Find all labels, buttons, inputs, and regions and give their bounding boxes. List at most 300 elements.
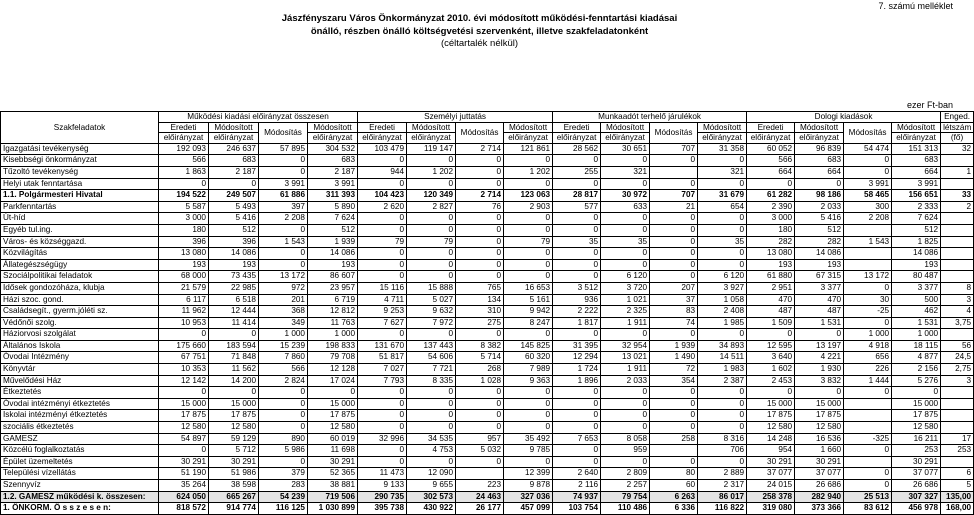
table-cell: 15 000 xyxy=(795,398,844,410)
table-cell: 683 xyxy=(308,155,358,167)
table-cell xyxy=(941,398,974,410)
table-cell: 110 486 xyxy=(601,503,650,515)
table-row xyxy=(1,375,974,387)
row-label: szociális étkeztetés xyxy=(1,422,159,434)
table-cell: 61 880 xyxy=(747,271,795,283)
subheader-modositas: Módosítás xyxy=(844,122,892,143)
table-cell: 67 315 xyxy=(795,271,844,283)
table-cell: 0 xyxy=(504,155,553,167)
table-cell: 0 xyxy=(259,166,308,178)
table-cell: 0 xyxy=(553,422,601,434)
row-label: Védőnői szolg. xyxy=(1,317,159,329)
table-cell: 566 xyxy=(259,364,308,376)
row-label: Általános Iskola xyxy=(1,340,159,352)
table-cell: 0 xyxy=(553,248,601,260)
table-cell: 253 xyxy=(941,445,974,457)
table-cell: 0 xyxy=(159,178,209,190)
table-cell: 21 579 xyxy=(159,282,209,294)
table-cell: 0 xyxy=(601,329,650,341)
table-cell: 121 861 xyxy=(504,143,553,155)
table-cell: 253 xyxy=(892,445,941,457)
table-cell: 707 xyxy=(650,143,698,155)
table-cell: 0 xyxy=(844,445,892,457)
table-cell: 706 xyxy=(698,445,747,457)
table-cell: 5 032 xyxy=(456,445,504,457)
table-cell: 26 686 xyxy=(795,480,844,492)
table-cell: 1 939 xyxy=(650,340,698,352)
table-cell: 0 xyxy=(209,178,259,190)
table-cell: 83 612 xyxy=(844,503,892,515)
row-label: Iskolai intézményi étkeztetés xyxy=(1,410,159,422)
table-cell: 24 015 xyxy=(747,480,795,492)
table-cell: 1 028 xyxy=(456,375,504,387)
table-cell: 0 xyxy=(698,248,747,260)
table-cell: 59 129 xyxy=(209,433,259,445)
table-cell xyxy=(650,166,698,178)
table-cell: 193 xyxy=(209,259,259,271)
table-cell: 0 xyxy=(456,387,504,399)
table-cell: 9 655 xyxy=(407,480,456,492)
table-cell: 0 xyxy=(358,410,407,422)
table-cell: 2 827 xyxy=(407,201,456,213)
table-row xyxy=(1,236,974,248)
table-cell: 1 930 xyxy=(795,364,844,376)
table-cell: 0 xyxy=(358,445,407,457)
table-cell xyxy=(844,248,892,260)
table-cell: 3 720 xyxy=(601,282,650,294)
table-cell: 21 xyxy=(650,201,698,213)
table-cell: 2 714 xyxy=(456,190,504,202)
table-cell: 304 532 xyxy=(308,143,358,155)
table-cell: 60 xyxy=(650,480,698,492)
table-cell: 17 024 xyxy=(308,375,358,387)
table-cell: 83 xyxy=(650,306,698,318)
table-cell: 193 xyxy=(795,259,844,271)
table-cell: 2 033 xyxy=(795,201,844,213)
table-cell: 275 xyxy=(456,317,504,329)
table-cell: 5 276 xyxy=(892,375,941,387)
table-cell: 2 809 xyxy=(601,468,650,480)
table-row xyxy=(1,259,974,271)
subheader-eloiranyzat: előirányzat xyxy=(892,133,941,144)
table-cell: 7 989 xyxy=(504,364,553,376)
table-cell: 0 xyxy=(456,410,504,422)
table-row xyxy=(1,155,974,167)
table-cell: 15 000 xyxy=(892,398,941,410)
row-label: Állategészségügy xyxy=(1,259,159,271)
table-cell: 258 xyxy=(650,433,698,445)
table-cell: 0 xyxy=(553,178,601,190)
table-cell: 30 291 xyxy=(209,456,259,468)
table-cell: 959 xyxy=(601,445,650,457)
table-cell: 0 xyxy=(209,329,259,341)
title-line-2: önálló, részben önálló költségvetési szervenként, illetve szakfeladatonként xyxy=(310,25,649,37)
table-cell: 1 911 xyxy=(601,364,650,376)
table-cell: 283 xyxy=(259,480,308,492)
table-cell: 60 019 xyxy=(308,433,358,445)
table-cell: 30 291 xyxy=(159,456,209,468)
table-cell: 0 xyxy=(795,178,844,190)
table-cell: 0 xyxy=(407,178,456,190)
table-cell: 26 177 xyxy=(456,503,504,515)
table-cell: 0 xyxy=(358,387,407,399)
table-cell: 972 xyxy=(259,282,308,294)
table-cell: 1 939 xyxy=(308,236,358,248)
table-cell: 180 xyxy=(159,224,209,236)
table-cell: 566 xyxy=(159,155,209,167)
table-cell: 12 580 xyxy=(747,422,795,434)
table-cell: 37 077 xyxy=(892,468,941,480)
table-cell: 30 291 xyxy=(795,456,844,468)
title-line-1: Jászfényszaru Város Önkormányzat 2010. évi módosított működési-fenntartási kiadásai xyxy=(281,13,678,24)
table-cell: 0 xyxy=(698,259,747,271)
table-cell: 0 xyxy=(650,271,698,283)
table-cell: 3 377 xyxy=(795,282,844,294)
table-cell: 0 xyxy=(553,456,601,468)
table-cell: 307 327 xyxy=(892,491,941,503)
table-cell: 0 xyxy=(159,329,209,341)
table-cell xyxy=(941,155,974,167)
table-cell: 58 465 xyxy=(844,190,892,202)
table-cell: 168,00 xyxy=(941,503,974,515)
table-cell: 103 479 xyxy=(358,143,407,155)
table-cell: 14 511 xyxy=(698,352,747,364)
table-cell: 193 xyxy=(159,259,209,271)
table-cell: 665 267 xyxy=(209,491,259,503)
table-cell: 3 832 xyxy=(795,375,844,387)
table-cell: 13 172 xyxy=(844,271,892,283)
table-cell: 79 754 xyxy=(601,491,650,503)
table-cell: 0 xyxy=(698,178,747,190)
table-cell: 5 493 xyxy=(209,201,259,213)
table-cell: 12 580 xyxy=(892,422,941,434)
table-cell: 57 895 xyxy=(259,143,308,155)
table-cell: 116 822 xyxy=(698,503,747,515)
table-cell xyxy=(941,456,974,468)
table-cell: 3 000 xyxy=(159,213,209,225)
table-cell: 0 xyxy=(650,329,698,341)
table-cell xyxy=(456,468,504,480)
table-row xyxy=(1,364,974,376)
table-row xyxy=(1,166,974,178)
table-cell: 4 221 xyxy=(795,352,844,364)
table-cell: 137 443 xyxy=(407,340,456,352)
table-cell: 4 877 xyxy=(892,352,941,364)
table-cell: 145 825 xyxy=(504,340,553,352)
table-cell: 1 985 xyxy=(698,317,747,329)
table-cell: 0 xyxy=(259,248,308,260)
table-cell: 707 xyxy=(650,190,698,202)
table-cell: 30 291 xyxy=(747,456,795,468)
table-cell: 664 xyxy=(795,166,844,178)
table-cell: 0 xyxy=(407,155,456,167)
table-cell: 0 xyxy=(601,259,650,271)
table-cell: 0 xyxy=(650,456,698,468)
table-cell: 207 xyxy=(650,282,698,294)
subheader-eredeti: Eredeti xyxy=(358,122,407,133)
table-row xyxy=(1,178,974,190)
table-cell: 0 xyxy=(650,387,698,399)
table-cell: 14 248 xyxy=(747,433,795,445)
row-label: Egyéb tul.ing. xyxy=(1,224,159,236)
table-cell: 15 888 xyxy=(407,282,456,294)
table-cell: 30 651 xyxy=(601,143,650,155)
table-cell: 31 679 xyxy=(698,190,747,202)
table-cell: 396 xyxy=(209,236,259,248)
table-cell: 6 120 xyxy=(601,271,650,283)
row-label: Igazgatási tevékenység xyxy=(1,143,159,155)
table-cell: 54 897 xyxy=(159,433,209,445)
table-row xyxy=(1,491,974,503)
table-cell: 1 xyxy=(941,166,974,178)
table-cell: 914 774 xyxy=(209,503,259,515)
table-cell: 368 xyxy=(259,306,308,318)
table-cell: 60 320 xyxy=(504,352,553,364)
table-cell: 135,00 xyxy=(941,491,974,503)
table-cell: 17 875 xyxy=(892,410,941,422)
table-cell: 373 366 xyxy=(795,503,844,515)
table-cell: 72 xyxy=(650,364,698,376)
table-cell: 33 xyxy=(941,190,974,202)
table-cell: 0 xyxy=(358,271,407,283)
table-cell: 0 xyxy=(553,445,601,457)
table-cell: 0 xyxy=(698,456,747,468)
subheader-modositott: Módosított xyxy=(308,122,358,133)
table-cell: 38 881 xyxy=(308,480,358,492)
table-cell: 11 473 xyxy=(358,468,407,480)
table-cell: 3 512 xyxy=(553,282,601,294)
table-cell: 15 239 xyxy=(259,340,308,352)
table-cell: 0 xyxy=(795,329,844,341)
table-cell xyxy=(941,422,974,434)
table-row xyxy=(1,340,974,352)
row-label: Családsegít., gyerm.jóléti sz. xyxy=(1,306,159,318)
table-body xyxy=(1,143,974,514)
table-cell: 0 xyxy=(553,213,601,225)
table-cell: 131 670 xyxy=(358,340,407,352)
table-cell: 4 711 xyxy=(358,294,407,306)
table-cell: 2 187 xyxy=(209,166,259,178)
table-cell: 0 xyxy=(407,213,456,225)
table-cell: 2 222 xyxy=(553,306,601,318)
table-cell: 0 xyxy=(456,398,504,410)
table-cell: 14 086 xyxy=(209,248,259,260)
table-cell: 249 507 xyxy=(209,190,259,202)
table-row xyxy=(1,282,974,294)
table-cell: 0 xyxy=(892,387,941,399)
header-group-material: Dologi kiadások xyxy=(747,112,941,123)
table-cell: 12 128 xyxy=(308,364,358,376)
table-cell: 51 986 xyxy=(209,468,259,480)
table-cell: 103 754 xyxy=(553,503,601,515)
table-cell xyxy=(844,410,892,422)
table-cell: 15 000 xyxy=(747,398,795,410)
table-cell: 487 xyxy=(795,306,844,318)
table-cell: 0 xyxy=(308,387,358,399)
table-cell: 31 358 xyxy=(698,143,747,155)
table-cell: 656 xyxy=(844,352,892,364)
table-cell: 223 xyxy=(456,480,504,492)
table-cell: 30 291 xyxy=(892,456,941,468)
table-cell: 0 xyxy=(698,387,747,399)
table-cell: 4 753 xyxy=(407,445,456,457)
table-cell: 0 xyxy=(358,259,407,271)
table-cell: 4 918 xyxy=(844,340,892,352)
subheader-modositas: Módosítás xyxy=(259,122,308,143)
table-cell: 22 985 xyxy=(209,282,259,294)
table-cell: 156 651 xyxy=(892,190,941,202)
annex-label: 7. számú melléklet xyxy=(878,1,953,11)
table-cell: 79 708 xyxy=(308,352,358,364)
row-label: Tűzoltó tevékenység xyxy=(1,166,159,178)
table-cell: 0 xyxy=(698,329,747,341)
table-cell: 0 xyxy=(259,155,308,167)
table-cell: 1 202 xyxy=(407,166,456,178)
table-cell: 0 xyxy=(747,329,795,341)
table-cell: 0 xyxy=(650,213,698,225)
table-cell: 1 602 xyxy=(747,364,795,376)
table-cell: 175 660 xyxy=(159,340,209,352)
table-cell: 0 xyxy=(601,410,650,422)
table-cell: 0 xyxy=(553,387,601,399)
table-cell: 354 xyxy=(650,375,698,387)
row-label: 1. ÖNKORM. Ö s s z e s e n: xyxy=(1,503,159,515)
table-cell: 120 349 xyxy=(407,190,456,202)
table-cell: 268 xyxy=(456,364,504,376)
row-label: Szociálpolitikai feladatok xyxy=(1,271,159,283)
table-cell: 1 543 xyxy=(259,236,308,248)
table-cell: 457 099 xyxy=(504,503,553,515)
table-cell: 0 xyxy=(504,456,553,468)
table-cell: 37 077 xyxy=(747,468,795,480)
row-label: Óvodai Intézmény xyxy=(1,352,159,364)
table-cell: 17 xyxy=(941,433,974,445)
table-cell: 12 142 xyxy=(159,375,209,387)
table-cell: 0 xyxy=(407,248,456,260)
table-cell: 397 xyxy=(259,201,308,213)
table-row xyxy=(1,213,974,225)
table-cell: -325 xyxy=(844,433,892,445)
table-cell: 0 xyxy=(504,224,553,236)
table-cell: 7 627 xyxy=(358,317,407,329)
table-cell: 35 264 xyxy=(159,480,209,492)
table-cell: 395 738 xyxy=(358,503,407,515)
table-cell: 5 161 xyxy=(504,294,553,306)
row-label: Közvilágítás xyxy=(1,248,159,260)
table-row xyxy=(1,143,974,155)
table-row xyxy=(1,248,974,260)
table-cell: 1 021 xyxy=(601,294,650,306)
table-cell: 34 893 xyxy=(698,340,747,352)
table-cell: 0 xyxy=(601,224,650,236)
table-cell: 0 xyxy=(650,259,698,271)
table-cell: 193 xyxy=(892,259,941,271)
subheader-eredeti: Eredeti xyxy=(159,122,209,133)
table-cell: 0 xyxy=(553,224,601,236)
table-cell: 14 086 xyxy=(892,248,941,260)
table-cell: 0 xyxy=(747,387,795,399)
table-cell: 32 xyxy=(941,143,974,155)
table-cell: 319 080 xyxy=(747,503,795,515)
table-cell: 0 xyxy=(259,398,308,410)
table-cell: 32 954 xyxy=(601,340,650,352)
table-cell: 0 xyxy=(698,155,747,167)
table-cell: 73 435 xyxy=(209,271,259,283)
table-cell: 310 xyxy=(456,306,504,318)
table-cell: 462 xyxy=(892,306,941,318)
row-label: 1.2. GAMESZ működési k. összesen: xyxy=(1,491,159,503)
table-cell: 0 xyxy=(504,248,553,260)
table-cell: 321 xyxy=(601,166,650,178)
table-cell: 1 000 xyxy=(892,329,941,341)
table-cell: 0 xyxy=(650,422,698,434)
table-cell: 119 147 xyxy=(407,143,456,155)
table-cell: 765 xyxy=(456,282,504,294)
row-label: Óvodai intézményi étkeztetés xyxy=(1,398,159,410)
table-cell: 15 116 xyxy=(358,282,407,294)
table-cell: 327 036 xyxy=(504,491,553,503)
table-cell: 6 120 xyxy=(698,271,747,283)
table-cell: 0 xyxy=(553,259,601,271)
table-cell: 32 996 xyxy=(358,433,407,445)
table-row xyxy=(1,422,974,434)
table-cell: 25 513 xyxy=(844,491,892,503)
table-cell: 6 263 xyxy=(650,491,698,503)
header-group-personnel: Személyi juttatás xyxy=(358,112,553,123)
table-cell: 0 xyxy=(456,155,504,167)
table-cell: 6 719 xyxy=(308,294,358,306)
table-cell: 16 211 xyxy=(892,433,941,445)
table-cell: 624 050 xyxy=(159,491,209,503)
table-row xyxy=(1,468,974,480)
table-cell xyxy=(941,178,974,190)
table-cell: 566 xyxy=(747,155,795,167)
table-cell: 201 xyxy=(259,294,308,306)
table-cell xyxy=(941,248,974,260)
table-cell: 35 492 xyxy=(504,433,553,445)
table-cell: 0 xyxy=(358,422,407,434)
table-cell: 0 xyxy=(650,236,698,248)
table-cell: 134 xyxy=(456,294,504,306)
table-cell: 456 978 xyxy=(892,503,941,515)
table-cell: 79 xyxy=(504,236,553,248)
table-cell: 35 xyxy=(553,236,601,248)
table-cell: 0 xyxy=(407,422,456,434)
subheader-eloiranyzat: előirányzat xyxy=(308,133,358,144)
table-cell: 15 000 xyxy=(159,398,209,410)
table-cell: 282 xyxy=(747,236,795,248)
table-row xyxy=(1,271,974,283)
table-row xyxy=(1,503,974,515)
table-cell: 0 xyxy=(601,155,650,167)
table-cell: 7 027 xyxy=(358,364,407,376)
table-cell: 1 000 xyxy=(308,329,358,341)
table-cell: 664 xyxy=(747,166,795,178)
table-cell: 15 000 xyxy=(209,398,259,410)
table-cell: 7 624 xyxy=(308,213,358,225)
table-cell: 2 317 xyxy=(698,480,747,492)
table-cell: 104 423 xyxy=(358,190,407,202)
table-cell: 14 086 xyxy=(308,248,358,260)
row-label: Étkeztetés xyxy=(1,387,159,399)
table-cell: 13 197 xyxy=(795,340,844,352)
table-cell: 0 xyxy=(259,387,308,399)
table-cell: 86 607 xyxy=(308,271,358,283)
table-cell: 5 890 xyxy=(308,201,358,213)
subheader-modositas: Módosítás xyxy=(456,122,504,143)
table-cell: 0 xyxy=(553,271,601,283)
table-cell: 0 xyxy=(844,317,892,329)
